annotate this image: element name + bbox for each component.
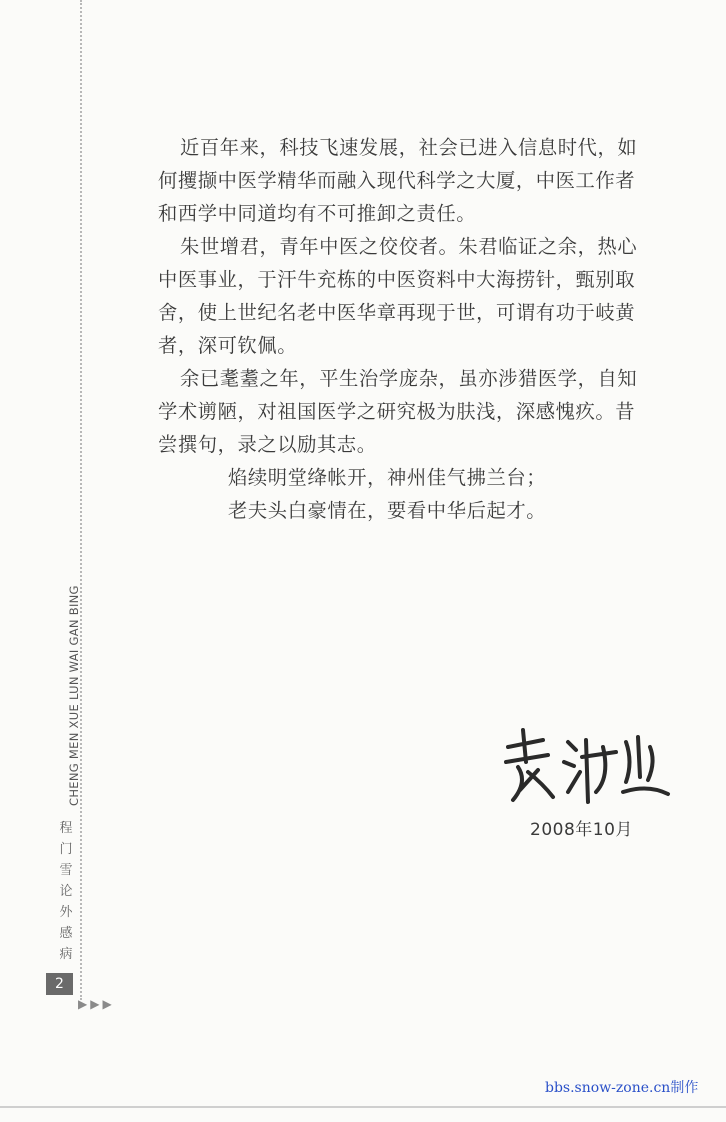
text-line: 者，深可钦佩。 [158, 334, 298, 357]
handwritten-signature [498, 722, 673, 807]
spine-dotted-line [80, 0, 82, 1000]
text-line: 舍，使上世纪名老中医华章再现于世，可谓有功于岐黄 [158, 301, 636, 324]
text-line: 中医事业，于汗牛充栋的中医资料中大海捞针，甄别取 [158, 268, 636, 291]
book-title: 程门雪论外感病 [59, 821, 73, 962]
poem-line: 焰续明堂绛帐开，神州佳气拂兰台； [228, 466, 547, 489]
footer-watermark: bbs.snow-zone.cn制作 [545, 1080, 699, 1096]
text-line: 和西学中同道均有不可推卸之责任。 [158, 202, 477, 225]
text-line: 朱世增君，青年中医之佼佼者。朱君临证之余，热心 [180, 235, 638, 258]
text-line: 学术谫陋，对祖国医学之研究极为肤浅，深感愧疚。昔 [158, 400, 636, 423]
text-line: 尝撰句，录之以励其志。 [158, 433, 377, 456]
page-number: 2 [46, 973, 73, 995]
text-line: 近百年来，科技飞速发展，社会已进入信息时代，如 [180, 136, 638, 159]
book-title-pinyin: CHENG MEN XUE LUN WAI GAN BING [67, 585, 81, 806]
text-line: 何攫撷中医学精华而融入现代科学之大厦，中医工作者 [158, 169, 636, 192]
page-edge [0, 1106, 726, 1108]
date: 2008年10月 [530, 820, 633, 840]
arrow-icons: ▶▶▶ [78, 997, 115, 1011]
preface-body [158, 131, 668, 527]
poem-line: 老夫头白豪情在，要看中华后起才。 [228, 499, 547, 522]
text-line: 余已耄耋之年，平生治学庞杂，虽亦涉猎医学，自知 [180, 367, 638, 390]
